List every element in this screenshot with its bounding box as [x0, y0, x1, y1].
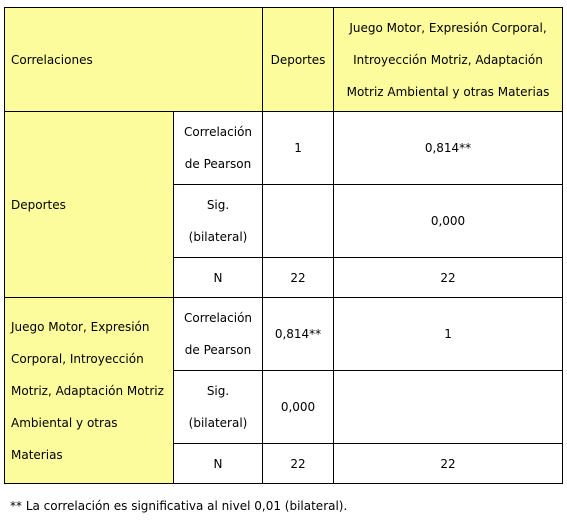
cell-value: 1: [334, 298, 563, 371]
table-corner-cell: Correlaciones: [5, 8, 263, 112]
table-footnote: ** La correlación es significativa al nivel 0,01 (bilateral).: [10, 499, 348, 513]
cell-value: 22: [263, 444, 334, 484]
cell-value: 0,000: [263, 371, 334, 444]
stat-label-pearson: Correlación de Pearson: [174, 298, 263, 371]
cell-value: 0,814**: [334, 112, 563, 185]
cell-value: [334, 371, 563, 444]
correlations-table: [4, 7, 563, 484]
cell-value: 0,814**: [263, 298, 334, 371]
table-row: [5, 298, 563, 371]
column-header-juego-motor: Juego Motor, Expresión Corporal, Introyección Motriz, Adaptación Motriz Ambiental y otras Materias: [334, 8, 563, 112]
table-header-row: [5, 8, 563, 112]
table-row: [5, 112, 563, 185]
stat-label-pearson: Correlación de Pearson: [174, 112, 263, 185]
cell-value: [263, 185, 334, 258]
stat-label-sig: Sig. (bilateral): [174, 371, 263, 444]
stat-label-n: N: [174, 258, 263, 298]
stat-label-sig: Sig. (bilateral): [174, 185, 263, 258]
row-group-label: Juego Motor, Expresión Corporal, Introyección Motriz, Adaptación Motriz Ambiental y otras Materias: [5, 298, 174, 484]
cell-value: 22: [263, 258, 334, 298]
cell-value: 22: [334, 444, 563, 484]
cell-value: 22: [334, 258, 563, 298]
cell-value: 0,000: [334, 185, 563, 258]
row-group-label: Deportes: [5, 112, 174, 298]
stat-label-n: N: [174, 444, 263, 484]
column-header-deportes: Deportes: [263, 8, 334, 112]
cell-value: 1: [263, 112, 334, 185]
